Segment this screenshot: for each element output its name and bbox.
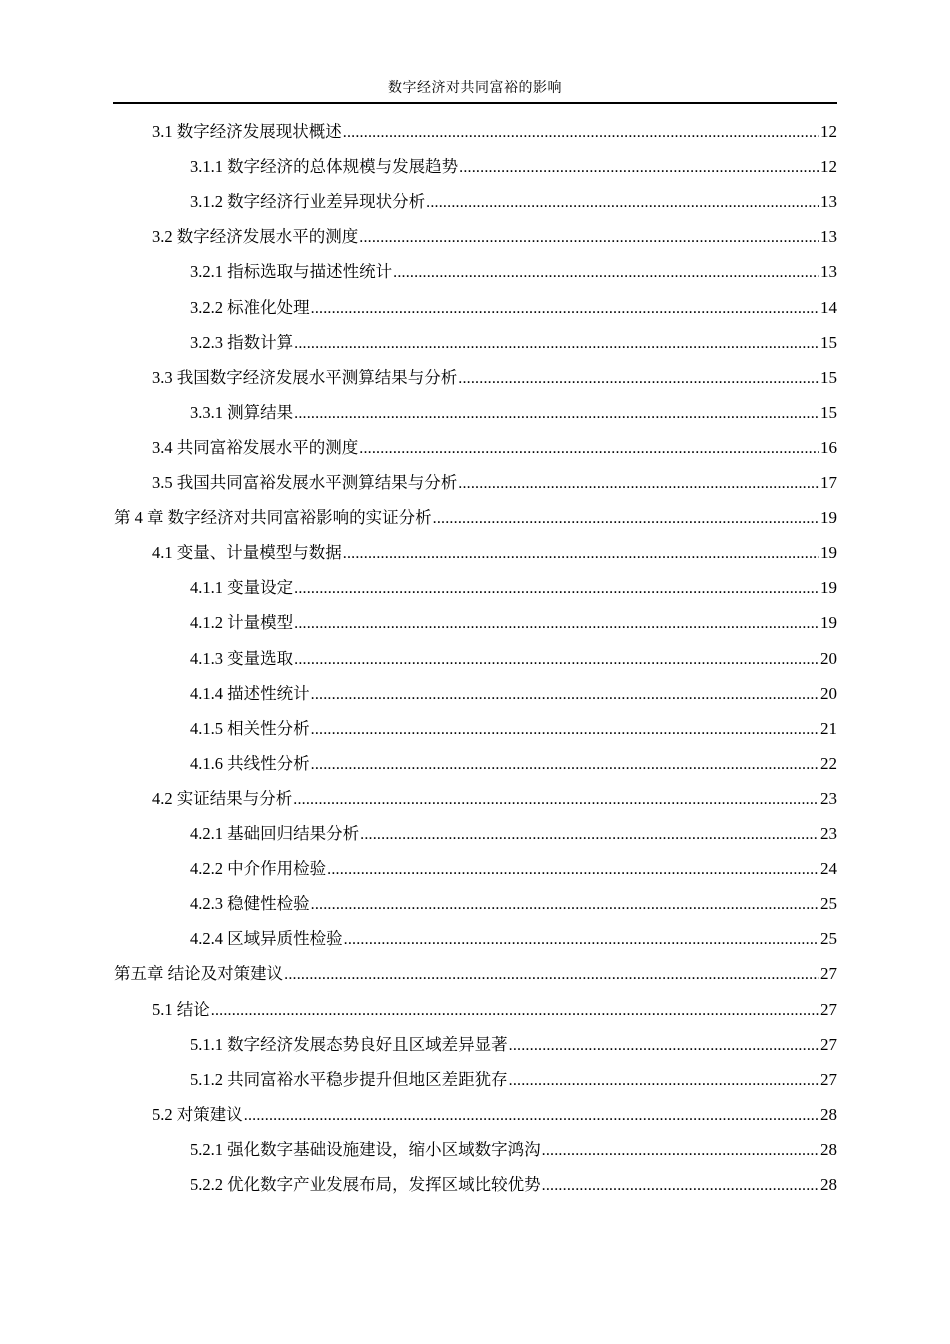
- toc-dot-leader: [542, 1168, 819, 1203]
- toc-page-number: 28: [820, 1139, 837, 1159]
- toc-dot-leader: [211, 993, 819, 1028]
- toc-entry-title: 3.5 我国共同富裕发展水平测算结果与分析: [152, 473, 458, 492]
- toc-page-number: 20: [820, 683, 837, 703]
- toc-page-number: 28: [820, 1175, 837, 1194]
- toc-dot-leader: [343, 115, 819, 150]
- toc-entry-title: 4.2.3 稳健性检验: [190, 894, 310, 914]
- toc-entry-title: 3.2 数字经济发展水平的测度: [152, 227, 359, 247]
- toc-entry-title: 5.2 对策建议: [152, 1104, 243, 1124]
- toc-entry-title: 3.4 共同富裕发展水平的测度: [152, 437, 359, 457]
- toc-entry[interactable]: [152, 1097, 837, 1132]
- toc-page-number: 16: [820, 437, 837, 457]
- toc-page-number: 20: [820, 648, 837, 668]
- toc-entry-title: 第五章 结论及对策建议: [114, 964, 284, 984]
- toc-entry[interactable]: [152, 465, 837, 500]
- toc-page-number: 27: [820, 999, 837, 1019]
- toc-entry-title: 3.1.2 数字经济行业差异现状分析: [190, 192, 426, 212]
- toc-entry[interactable]: [114, 500, 837, 535]
- toc-entry[interactable]: [152, 430, 837, 465]
- toc-entry-title: 5.1 结论: [152, 999, 210, 1019]
- toc-entry-title: 4.2.2 中介作用检验: [190, 859, 327, 879]
- toc-entry[interactable]: [190, 1167, 837, 1202]
- toc-page-number: 22: [820, 753, 837, 773]
- toc-entry-title: 3.1 数字经济发展现状概述: [152, 122, 342, 141]
- toc-entry[interactable]: [190, 605, 837, 640]
- toc-entry[interactable]: [190, 395, 837, 430]
- toc-dot-leader: [311, 291, 819, 326]
- toc-dot-leader: [244, 1098, 819, 1133]
- toc-entry[interactable]: [152, 992, 837, 1027]
- toc-entry[interactable]: [190, 570, 837, 605]
- toc-dot-leader: [284, 957, 819, 992]
- toc-entry-title: 3.2.2 标准化处理: [190, 297, 310, 317]
- toc-page-number: 13: [820, 192, 837, 212]
- toc-entry[interactable]: [152, 219, 837, 254]
- toc-entry-title: 4.1.4 描述性统计: [190, 683, 310, 703]
- toc-entry-title: 5.2.1 强化数字基础设施建设，缩小区域数字鸿沟: [190, 1139, 541, 1159]
- toc-dot-leader: [509, 1028, 819, 1063]
- toc-dot-leader: [327, 852, 819, 887]
- toc-entry-title: 4.1.3 变量选取: [190, 648, 294, 668]
- toc-entry-title: 3.1.1 数字经济的总体规模与发展趋势: [190, 157, 459, 177]
- toc-entry[interactable]: [190, 921, 837, 956]
- toc-dot-leader: [458, 466, 819, 501]
- header-divider: [113, 102, 837, 104]
- toc-page-number: 12: [820, 157, 837, 177]
- toc-page-number: 27: [820, 1069, 837, 1089]
- toc-entry[interactable]: [114, 956, 837, 991]
- toc-entry-title: 5.1.2 共同富裕水平稳步提升但地区差距犹存: [190, 1069, 508, 1089]
- toc-entry[interactable]: [190, 1132, 837, 1167]
- toc-dot-leader: [294, 642, 819, 677]
- toc-dot-leader: [360, 817, 819, 852]
- toc-entry[interactable]: [190, 641, 837, 676]
- toc-entry-title: 4.1 变量、计量模型与数据: [152, 543, 342, 563]
- toc-dot-leader: [294, 571, 819, 606]
- toc-entry-title: 3.3.1 测算结果: [190, 402, 294, 422]
- toc-entry-title: 4.2 实证结果与分析: [152, 788, 293, 808]
- toc-entry-title: 3.2.3 指数计算: [190, 332, 294, 352]
- toc-page-number: 23: [820, 824, 837, 843]
- toc-entry[interactable]: [190, 254, 837, 289]
- toc-page-number: 12: [820, 122, 837, 141]
- toc-dot-leader: [294, 326, 819, 361]
- toc-entry-title: 4.1.5 相关性分析: [190, 718, 310, 738]
- toc-page-number: 28: [820, 1104, 837, 1124]
- toc-entry-title: 5.2.2 优化数字产业发展布局，发挥区域比较优势: [190, 1175, 541, 1194]
- toc-page-number: 15: [820, 332, 837, 352]
- toc-dot-leader: [542, 1133, 819, 1168]
- toc-entry[interactable]: [190, 676, 837, 711]
- toc-dot-leader: [294, 606, 819, 641]
- toc-dot-leader: [509, 1063, 819, 1098]
- toc-page-number: 19: [820, 543, 837, 563]
- toc-entry[interactable]: [190, 290, 837, 325]
- toc-page-number: 25: [820, 929, 837, 949]
- toc-entry-title: 3.3 我国数字经济发展水平测算结果与分析: [152, 367, 458, 387]
- toc-page-number: 23: [820, 788, 837, 808]
- toc-dot-leader: [293, 782, 819, 817]
- toc-entry-title: 4.1.6 共线性分析: [190, 753, 310, 773]
- toc-entry-title: 4.2.4 区域异质性检验: [190, 929, 343, 949]
- toc-entry[interactable]: [152, 781, 837, 816]
- toc-page-number: 15: [820, 402, 837, 422]
- toc-page-number: 13: [820, 262, 837, 282]
- toc-dot-leader: [311, 677, 819, 712]
- toc-entry-title: 5.1.1 数字经济发展态势良好且区域差异显著: [190, 1034, 508, 1054]
- toc-dot-leader: [344, 922, 819, 957]
- toc-dot-leader: [311, 712, 819, 747]
- toc-page-number: 13: [820, 227, 837, 247]
- toc-page-number: 19: [820, 508, 837, 528]
- toc-page-number: 27: [820, 1034, 837, 1054]
- toc-dot-leader: [311, 747, 819, 782]
- toc-page-number: 19: [820, 578, 837, 598]
- toc-entry[interactable]: [152, 360, 837, 395]
- toc-entry[interactable]: [190, 1027, 837, 1062]
- toc-page-number: 14: [820, 297, 837, 317]
- toc-dot-leader: [426, 185, 819, 220]
- toc-dot-leader: [359, 431, 819, 466]
- toc-entry[interactable]: [190, 325, 837, 360]
- toc-page-number: 15: [820, 367, 837, 387]
- toc-dot-leader: [311, 887, 819, 922]
- toc-dot-leader: [458, 361, 819, 396]
- toc-entry[interactable]: [190, 184, 837, 219]
- toc-page-number: 17: [820, 473, 837, 492]
- toc-dot-leader: [343, 536, 819, 571]
- toc-dot-leader: [294, 396, 819, 431]
- toc-entry-title: 4.1.2 计量模型: [190, 613, 294, 633]
- toc-entry[interactable]: [190, 746, 837, 781]
- toc-entry-title: 第 4 章 数字经济对共同富裕影响的实证分析: [114, 508, 432, 528]
- toc-entry[interactable]: [190, 149, 837, 184]
- toc-dot-leader: [393, 255, 819, 290]
- toc-entry[interactable]: [190, 851, 837, 886]
- toc-page-number: 21: [820, 718, 837, 738]
- toc-page-number: 19: [820, 613, 837, 633]
- toc-entry-title: 4.1.1 变量设定: [190, 578, 294, 598]
- toc-dot-leader: [433, 501, 819, 536]
- toc-entry[interactable]: [190, 1062, 837, 1097]
- toc-page-number: 24: [820, 859, 837, 879]
- toc-entry[interactable]: [190, 886, 837, 921]
- page-header-title: 数字经济对共同富裕的影响: [388, 80, 562, 96]
- toc-entry-title: 4.2.1 基础回归结果分析: [190, 824, 360, 843]
- toc-dot-leader: [359, 220, 819, 255]
- toc-entry[interactable]: [152, 114, 837, 149]
- toc-page-number: 25: [820, 894, 837, 914]
- toc-dot-leader: [459, 150, 819, 185]
- toc-entry[interactable]: [190, 816, 837, 851]
- toc-entry[interactable]: [190, 711, 837, 746]
- toc-page-number: 27: [820, 964, 837, 984]
- toc-entry[interactable]: [152, 535, 837, 570]
- toc-entry-title: 3.2.1 指标选取与描述性统计: [190, 262, 393, 282]
